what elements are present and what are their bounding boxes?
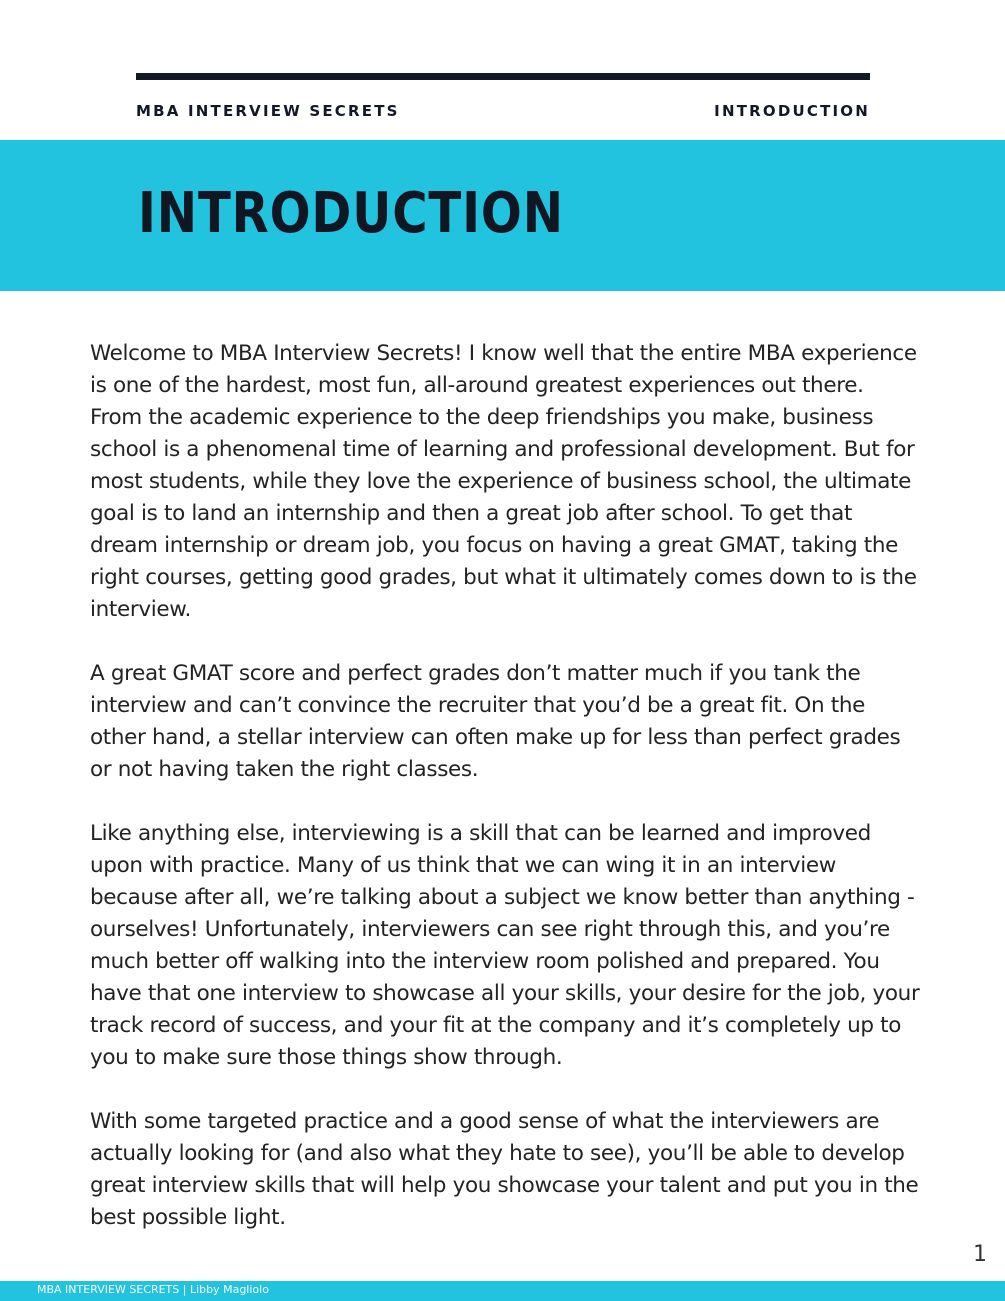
footer-text: MBA INTERVIEW SECRETS | Libby Magliolo — [37, 1283, 269, 1296]
body-text — [90, 338, 920, 1266]
paragraph-welcome: Welcome to MBA Interview Secrets! I know well that the entire MBA experience is one of the hardest, most fun, all-around greatest experiences out there. From the academic experience to the deep friendships you make, business school is a phenomenal time of learning and professional development. But for most students, while they love the experience of business school, the ultimate goal is to land an internship and then a great job after school. To get that dream internship or dream job, you focus on having a great GMAT, taking the right courses, getting good grades, but what it ultimately comes down to is the interview. — [90, 341, 917, 622]
page-number: 1 — [973, 1242, 987, 1267]
running-header-book-title: MBA INTERVIEW SECRETS — [136, 102, 400, 120]
paragraph-interview-skill: Like anything else, interviewing is a skill that can be learned and improved upon with practice. Many of us think that we can wing it in an interview because after all, we’re talking about a subject we know better than anything - ourselves! Unfortunately, interviewers can see right through this, and you’re much better off walking into the interview room polished and prepared. You have that one interview to showcase all your skills, your desire for the job, your track record of success, and your fit at the company and it’s completely up to you to make sure those things show through. — [90, 821, 920, 1070]
running-header-section-title: INTRODUCTION — [714, 102, 870, 120]
header-rule — [136, 73, 870, 80]
page-title: INTRODUCTION — [138, 181, 564, 246]
paragraph-targeted-practice: With some targeted practice and a good sense of what the interviewers are actually looking for (and also what they hate to see), you’ll be able to develop great interview skills that will help you showcase your talent and put you in the best possible light. — [90, 1109, 919, 1230]
paragraph-gmat-grades: A great GMAT score and perfect grades don’t matter much if you tank the interview and can’t convince the recruiter that you’d be a great fit. On the other hand, a stellar interview can often make up for less than perfect grades or not having taken the right classes. — [90, 661, 901, 782]
